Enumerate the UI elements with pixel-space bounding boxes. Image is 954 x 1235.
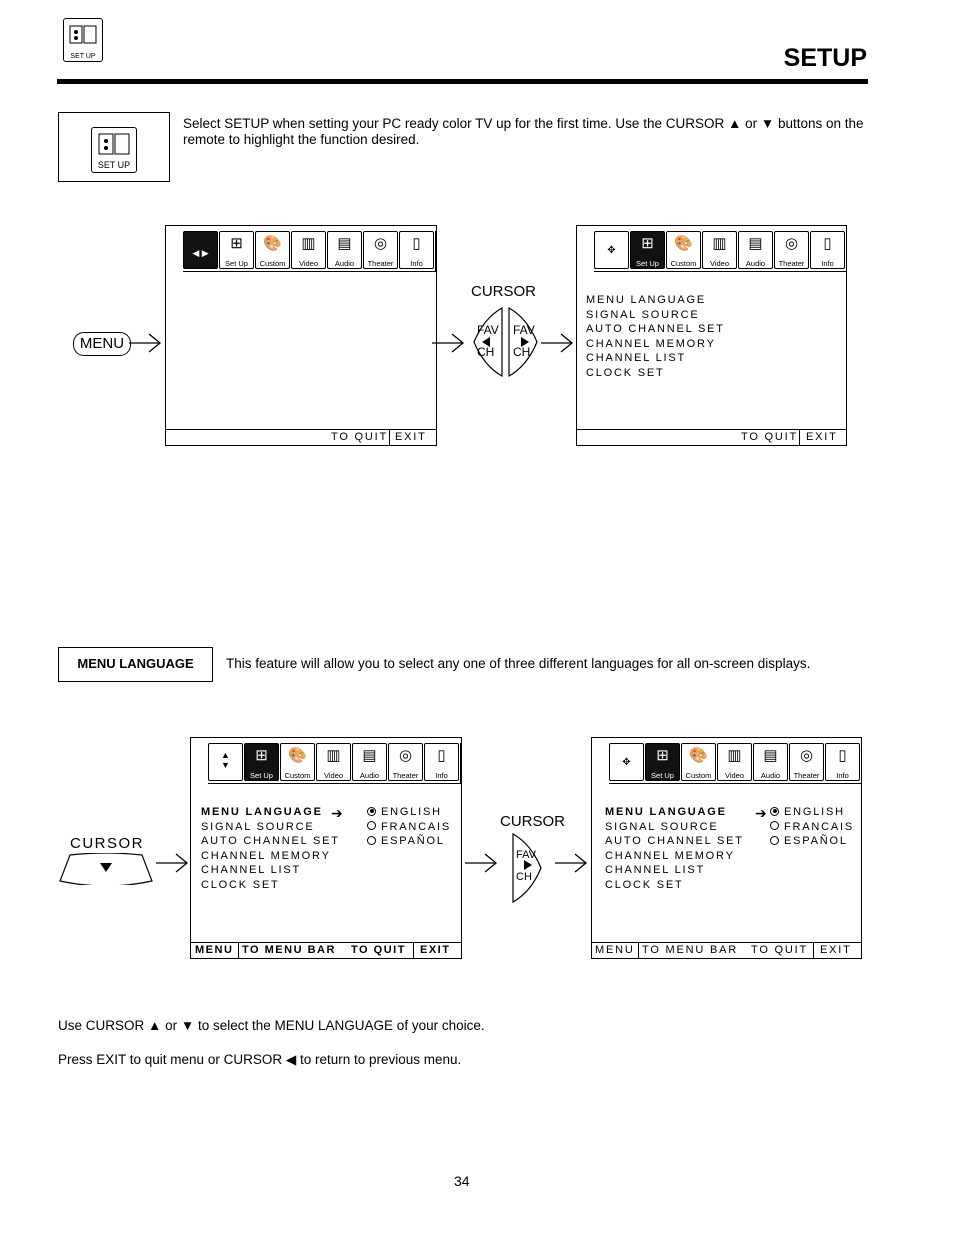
radio-selected-icon <box>367 807 376 816</box>
menu-item: CHANNEL LIST <box>605 864 706 876</box>
info-tile: ▯ Info <box>810 231 845 269</box>
language-option: ESPAÑOL <box>367 834 451 849</box>
palette-icon: 🎨 <box>689 747 708 764</box>
header-rule <box>57 79 868 84</box>
arrow-right-icon <box>432 332 466 354</box>
piano-keys-icon: ▤ <box>748 235 763 252</box>
setup-menu-list <box>586 293 725 380</box>
arrow-right-icon <box>129 332 163 354</box>
document-icon: ▯ <box>838 747 847 764</box>
menu-item: CHANNEL LIST <box>586 352 687 364</box>
info-tile: ▯ Info <box>424 743 459 781</box>
audio-tile: ▤ Audio <box>738 231 773 269</box>
fav-label: FAV <box>513 323 535 337</box>
menu-language-label: MENU LANGUAGE <box>58 647 213 682</box>
radio-icon <box>770 821 779 830</box>
instruction-line-2: Press EXIT to quit menu or CURSOR ◀ to return to previous menu. <box>58 1052 462 1067</box>
cursor-4way-tile: ✥ <box>594 231 629 269</box>
menu-item: CLOCK SET <box>586 366 665 379</box>
setup-menu-list <box>201 805 340 892</box>
theater-tile: ◎ Theater <box>363 231 398 269</box>
screen-footer: TO QUIT EXIT <box>166 429 436 445</box>
language-option: ENGLISH <box>367 805 451 820</box>
menu-item: CHANNEL MEMORY <box>201 849 331 862</box>
arrow-right-icon <box>555 852 589 874</box>
page-number: 34 <box>454 1173 470 1189</box>
theater-tile: ◎ Theater <box>774 231 809 269</box>
radio-icon <box>770 836 779 845</box>
color-bars-icon: ▥ <box>727 747 742 764</box>
radio-icon <box>367 836 376 845</box>
ch-label: CH <box>516 871 532 883</box>
fav-label: FAV <box>516 849 536 861</box>
radio-icon <box>367 821 376 830</box>
instruction-line-1: Use CURSOR ▲ or ▼ to select the MENU LANGUAGE of your choice. <box>58 1018 485 1033</box>
language-option: FRANCAIS <box>367 820 451 835</box>
cursor-lr-tile: ◀ ▶ <box>183 231 218 269</box>
video-tile: ▥ Video <box>316 743 351 781</box>
setup-tile: ⊞ Set Up <box>630 231 665 269</box>
menu-item: CLOCK SET <box>201 878 280 891</box>
plug-outlet-icon <box>92 128 136 160</box>
selection-arrow-icon: ➔ <box>755 805 767 821</box>
tv-screen-menu-language <box>190 737 462 959</box>
custom-tile: 🎨 Custom <box>666 231 701 269</box>
plug-outlet-icon: ⊞ <box>255 747 268 764</box>
film-projector-icon: ◎ <box>784 235 799 252</box>
film-projector-icon: ◎ <box>373 235 388 252</box>
menu-item: CLOCK SET <box>605 878 684 891</box>
setup-tile: ⊞ Set Up <box>219 231 254 269</box>
document-icon: ▯ <box>823 235 832 252</box>
menu-item: MENU LANGUAGE <box>586 294 706 306</box>
palette-icon: 🎨 <box>288 747 307 764</box>
setup-icon <box>91 127 137 173</box>
icon-bar <box>183 231 436 272</box>
film-projector-icon: ◎ <box>398 747 413 764</box>
ch-label: CH <box>477 345 495 359</box>
piano-keys-icon: ▤ <box>362 747 377 764</box>
language-options <box>367 805 451 849</box>
fav-label: FAV <box>477 323 499 337</box>
setup-menu-list <box>605 805 744 892</box>
menu-item: CHANNEL MEMORY <box>586 337 716 350</box>
custom-tile: 🎨 Custom <box>280 743 315 781</box>
tv-screen-setup-menu <box>576 225 847 446</box>
screen-footer: TO QUIT EXIT <box>577 429 846 445</box>
palette-icon: 🎨 <box>263 235 282 252</box>
setup-intro-box <box>58 112 170 182</box>
menu-item: CHANNEL LIST <box>201 864 302 876</box>
piano-keys-icon: ▤ <box>337 235 352 252</box>
fav-ch-right-button <box>507 306 539 378</box>
video-tile: ▥ Video <box>717 743 752 781</box>
intro-text: Select SETUP when setting your PC ready color TV up for the first time. Use the CURSOR ▲ or ▼ buttons on the remote to highlight the function desired. <box>183 116 864 147</box>
custom-tile: 🎨 Custom <box>681 743 716 781</box>
menu-item: AUTO CHANNEL SET <box>201 835 340 847</box>
language-option: ENGLISH <box>770 805 854 820</box>
menu-item: AUTO CHANNEL SET <box>586 323 725 335</box>
icon-bar <box>594 231 847 272</box>
piano-keys-icon: ▤ <box>763 747 778 764</box>
theater-tile: ◎ Theater <box>388 743 423 781</box>
screen-footer: MENU TO MENU BAR TO QUIT EXIT <box>191 942 461 958</box>
audio-tile: ▤ Audio <box>352 743 387 781</box>
menu-item: SIGNAL SOURCE <box>605 820 719 833</box>
icon-bar <box>609 743 862 784</box>
cursor-label: CURSOR <box>70 835 145 852</box>
menu-item: CHANNEL MEMORY <box>605 849 735 862</box>
menu-item: AUTO CHANNEL SET <box>605 835 744 847</box>
plug-outlet-icon: ⊞ <box>656 747 669 764</box>
setup-tile: ⊞ Set Up <box>645 743 680 781</box>
cursor-down-button <box>58 853 154 885</box>
cursor-label: CURSOR <box>500 813 566 830</box>
menu-item: SIGNAL SOURCE <box>201 820 315 833</box>
palette-icon: 🎨 <box>674 235 693 252</box>
language-options <box>770 805 854 849</box>
color-bars-icon: ▥ <box>712 235 727 252</box>
menu-item-selected: MENU LANGUAGE <box>605 806 727 818</box>
document-icon: ▯ <box>437 747 446 764</box>
audio-tile: ▤ Audio <box>327 231 362 269</box>
info-tile: ▯ Info <box>399 231 434 269</box>
icon-bar <box>208 743 461 784</box>
info-tile: ▯ Info <box>825 743 860 781</box>
cursor-label: CURSOR <box>471 283 537 300</box>
color-bars-icon: ▥ <box>301 235 316 252</box>
fav-ch-left-button <box>472 306 504 378</box>
language-option: ESPAÑOL <box>770 834 854 849</box>
document-icon: ▯ <box>412 235 421 252</box>
menu-language-description: This feature will allow you to select any one of three different languages for all on-screen displays. <box>226 656 811 671</box>
radio-selected-icon <box>770 807 779 816</box>
ch-label: CH <box>513 345 531 359</box>
setup-icon-label: SET UP <box>97 160 131 170</box>
color-bars-icon: ▥ <box>326 747 341 764</box>
plug-outlet-icon: ⊞ <box>641 235 654 252</box>
fav-ch-right-button <box>511 832 543 904</box>
screen-footer: MENU TO MENU BAR TO QUIT EXIT <box>592 942 861 958</box>
cursor-4way-tile: ✥ <box>609 743 644 781</box>
arrow-right-icon <box>465 852 499 874</box>
setup-tile: ⊞ Set Up <box>244 743 279 781</box>
arrow-right-icon <box>156 852 190 874</box>
setup-header-icon <box>63 18 103 62</box>
menu-item: SIGNAL SOURCE <box>586 308 700 321</box>
video-tile: ▥ Video <box>291 231 326 269</box>
arrow-right-icon <box>541 332 575 354</box>
plug-outlet-icon <box>64 19 102 51</box>
theater-tile: ◎ Theater <box>789 743 824 781</box>
selection-arrow-icon: ➔ <box>331 805 343 821</box>
header-icon-label: SET UP <box>70 53 96 60</box>
cursor-ud-tile: ▲ ▼ <box>208 743 243 781</box>
page-title: SETUP <box>783 44 867 72</box>
tv-screen-language-select <box>591 737 862 959</box>
tv-screen-menu-bar <box>165 225 437 446</box>
audio-tile: ▤ Audio <box>753 743 788 781</box>
menu-button: MENU <box>73 332 131 356</box>
plug-outlet-icon: ⊞ <box>230 235 243 252</box>
video-tile: ▥ Video <box>702 231 737 269</box>
language-option: FRANCAIS <box>770 820 854 835</box>
menu-item-selected: MENU LANGUAGE <box>201 806 323 818</box>
custom-tile: 🎨 Custom <box>255 231 290 269</box>
film-projector-icon: ◎ <box>799 747 814 764</box>
